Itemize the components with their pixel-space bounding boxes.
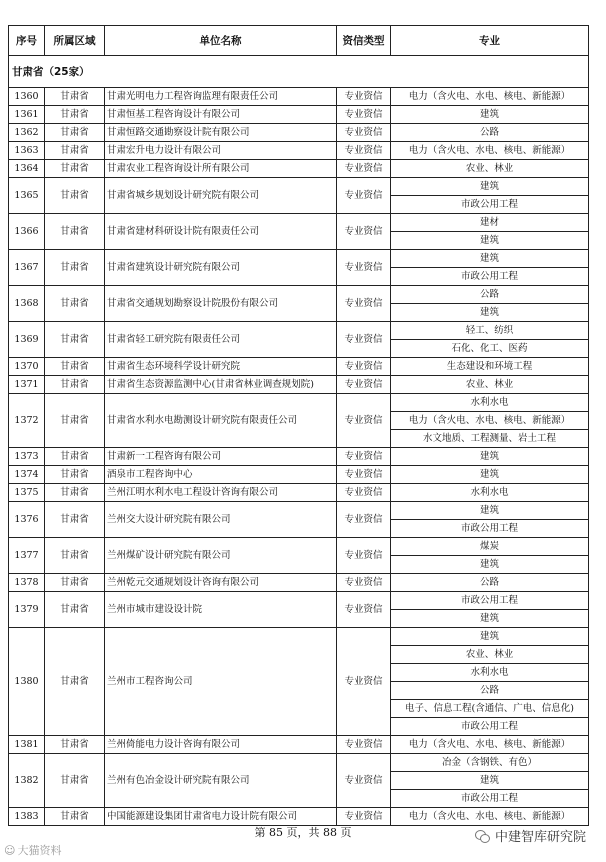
- row-major: 建筑: [391, 628, 589, 646]
- row-region: 甘肃省: [45, 160, 105, 178]
- row-unit: 兰州乾元交通规划设计咨询有限公司: [105, 574, 337, 592]
- table-row: [9, 502, 589, 520]
- row-type: 专业资信: [337, 484, 391, 502]
- row-no: 1361: [9, 106, 45, 124]
- table-row: [9, 808, 589, 826]
- row-unit: 甘肃农业工程咨询设计所有限公司: [105, 160, 337, 178]
- row-unit: 甘肃省城乡规划设计研究院有限公司: [105, 178, 337, 214]
- row-major: 公路: [391, 124, 589, 142]
- row-region: 甘肃省: [45, 754, 105, 808]
- row-no: 1383: [9, 808, 45, 826]
- row-major: 市政公用工程: [391, 196, 589, 214]
- table-row: [9, 628, 589, 646]
- row-type: 专业资信: [337, 250, 391, 286]
- row-major: 建筑: [391, 178, 589, 196]
- table-body: [9, 56, 589, 826]
- row-unit: 兰州市工程咨询公司: [105, 628, 337, 736]
- table-row: [9, 736, 589, 754]
- table-row: [9, 124, 589, 142]
- row-type: 专业资信: [337, 160, 391, 178]
- row-no: 1372: [9, 394, 45, 448]
- row-unit: 兰州煤矿设计研究院有限公司: [105, 538, 337, 574]
- row-major: 市政公用工程: [391, 268, 589, 286]
- table-row: [9, 538, 589, 556]
- row-type: 专业资信: [337, 628, 391, 736]
- wechat-icon: [475, 829, 491, 843]
- row-region: 甘肃省: [45, 466, 105, 484]
- row-major: 市政公用工程: [391, 592, 589, 610]
- row-major: 电力（含火电、水电、核电、新能源）: [391, 412, 589, 430]
- row-type: 专业资信: [337, 214, 391, 250]
- watermark-text: 大猫资料: [17, 844, 62, 857]
- row-no: 1380: [9, 628, 45, 736]
- table-row: [9, 484, 589, 502]
- row-major: 煤炭: [391, 538, 589, 556]
- row-type: 专业资信: [337, 286, 391, 322]
- page-number: 第 85 页，共 88 页: [254, 826, 352, 839]
- row-no: 1363: [9, 142, 45, 160]
- row-major: 冶金（含钢铁、有色）: [391, 754, 589, 772]
- row-no: 1362: [9, 124, 45, 142]
- row-no: 1366: [9, 214, 45, 250]
- row-unit: 甘肃省水利水电勘测设计研究院有限责任公司: [105, 394, 337, 448]
- row-major: 建筑: [391, 304, 589, 322]
- row-type: 专业资信: [337, 394, 391, 448]
- row-region: 甘肃省: [45, 394, 105, 448]
- row-major: 建筑: [391, 502, 589, 520]
- row-type: 专业资信: [337, 124, 391, 142]
- row-unit: 甘肃新一工程咨询有限公司: [105, 448, 337, 466]
- row-major: 电力（含火电、水电、核电、新能源）: [391, 88, 589, 106]
- row-region: 甘肃省: [45, 322, 105, 358]
- row-region: 甘肃省: [45, 250, 105, 286]
- row-no: 1374: [9, 466, 45, 484]
- row-major: 建筑: [391, 250, 589, 268]
- row-major: 电力（含火电、水电、核电、新能源）: [391, 808, 589, 826]
- row-major: 市政公用工程: [391, 718, 589, 736]
- section-title: 甘肃省（25家）: [9, 56, 589, 88]
- row-major: 建筑: [391, 232, 589, 250]
- table-row: [9, 142, 589, 160]
- row-unit: 甘肃恒路交通勘察设计院有限公司: [105, 124, 337, 142]
- row-type: 专业资信: [337, 574, 391, 592]
- row-region: 甘肃省: [45, 502, 105, 538]
- row-major: 建筑: [391, 772, 589, 790]
- row-unit: 兰州交大设计研究院有限公司: [105, 502, 337, 538]
- row-unit: 兰州江明水利水电工程设计咨询有限公司: [105, 484, 337, 502]
- row-region: 甘肃省: [45, 178, 105, 214]
- row-unit: 兰州倚能电力设计咨询有限公司: [105, 736, 337, 754]
- row-region: 甘肃省: [45, 448, 105, 466]
- row-major: 建材: [391, 214, 589, 232]
- row-major: 水利水电: [391, 394, 589, 412]
- row-unit: 甘肃省生态环境科学设计研究院: [105, 358, 337, 376]
- table-row: [9, 214, 589, 232]
- table-row: [9, 358, 589, 376]
- row-major: 电子、信息工程(含通信、广电、信息化): [391, 700, 589, 718]
- row-unit: 中国能源建设集团甘肃省电力设计院有限公司: [105, 808, 337, 826]
- row-major: 轻工、纺织: [391, 322, 589, 340]
- header-major: 专业: [391, 26, 589, 56]
- row-major: 公路: [391, 682, 589, 700]
- row-type: 专业资信: [337, 736, 391, 754]
- row-unit: 甘肃省建筑设计研究院有限公司: [105, 250, 337, 286]
- table-row: [9, 250, 589, 268]
- row-major: 农业、林业: [391, 160, 589, 178]
- row-type: 专业资信: [337, 322, 391, 358]
- row-type: 专业资信: [337, 88, 391, 106]
- row-major: 水利水电: [391, 484, 589, 502]
- row-major: 建筑: [391, 466, 589, 484]
- row-region: 甘肃省: [45, 376, 105, 394]
- row-major: 农业、林业: [391, 646, 589, 664]
- row-unit: 甘肃宏升电力设计有限公司: [105, 142, 337, 160]
- row-unit: 甘肃省交通规划勘察设计院股份有限公司: [105, 286, 337, 322]
- row-region: 甘肃省: [45, 88, 105, 106]
- row-major: 生态建设和环境工程: [391, 358, 589, 376]
- row-major: 水利水电: [391, 664, 589, 682]
- row-no: 1382: [9, 754, 45, 808]
- row-major: 建筑: [391, 610, 589, 628]
- row-major: 建筑: [391, 448, 589, 466]
- row-unit: 甘肃省轻工研究院有限责任公司: [105, 322, 337, 358]
- row-region: 甘肃省: [45, 106, 105, 124]
- row-no: 1379: [9, 592, 45, 628]
- row-type: 专业资信: [337, 376, 391, 394]
- row-major: 公路: [391, 574, 589, 592]
- section-row: [9, 56, 589, 88]
- header-type: 资信类型: [337, 26, 391, 56]
- row-no: 1360: [9, 88, 45, 106]
- row-unit: 甘肃省生态资源监测中心(甘肃省林业调查规划院): [105, 376, 337, 394]
- row-major: 市政公用工程: [391, 790, 589, 808]
- table-row: [9, 376, 589, 394]
- table-row: [9, 178, 589, 196]
- row-major: 公路: [391, 286, 589, 304]
- row-region: 甘肃省: [45, 286, 105, 322]
- table-row: [9, 88, 589, 106]
- row-no: 1378: [9, 574, 45, 592]
- row-region: 甘肃省: [45, 574, 105, 592]
- row-no: 1367: [9, 250, 45, 286]
- watermark: [4, 842, 61, 858]
- brand-mark: [475, 826, 586, 845]
- row-unit: 甘肃光明电力工程咨询监理有限责任公司: [105, 88, 337, 106]
- table-row: [9, 160, 589, 178]
- row-region: 甘肃省: [45, 538, 105, 574]
- row-no: 1369: [9, 322, 45, 358]
- qualification-table: [8, 25, 589, 826]
- row-no: 1365: [9, 178, 45, 214]
- row-type: 专业资信: [337, 448, 391, 466]
- row-region: 甘肃省: [45, 142, 105, 160]
- row-major: 水文地质、工程测量、岩土工程: [391, 430, 589, 448]
- row-type: 专业资信: [337, 466, 391, 484]
- row-region: 甘肃省: [45, 214, 105, 250]
- row-region: 甘肃省: [45, 484, 105, 502]
- table-row: [9, 574, 589, 592]
- table-row: [9, 394, 589, 412]
- table-row: [9, 286, 589, 304]
- row-type: 专业资信: [337, 358, 391, 376]
- row-major: 电力（含火电、水电、核电、新能源）: [391, 142, 589, 160]
- row-type: 专业资信: [337, 178, 391, 214]
- cat-icon: ☺: [4, 843, 16, 857]
- row-no: 1375: [9, 484, 45, 502]
- table-row: [9, 592, 589, 610]
- row-no: 1368: [9, 286, 45, 322]
- row-no: 1364: [9, 160, 45, 178]
- table-row: [9, 754, 589, 772]
- row-type: 专业资信: [337, 808, 391, 826]
- row-major: 电力（含火电、水电、核电、新能源）: [391, 736, 589, 754]
- row-region: 甘肃省: [45, 358, 105, 376]
- row-no: 1381: [9, 736, 45, 754]
- row-type: 专业资信: [337, 592, 391, 628]
- row-major: 建筑: [391, 106, 589, 124]
- brand-name: 中建智库研究院: [494, 830, 586, 845]
- row-region: 甘肃省: [45, 124, 105, 142]
- row-unit: 兰州市城市建设设计院: [105, 592, 337, 628]
- row-no: 1370: [9, 358, 45, 376]
- row-no: 1377: [9, 538, 45, 574]
- row-region: 甘肃省: [45, 592, 105, 628]
- header-region: 所属区域: [45, 26, 105, 56]
- row-type: 专业资信: [337, 502, 391, 538]
- table-row: [9, 106, 589, 124]
- row-unit: 酒泉市工程咨询中心: [105, 466, 337, 484]
- row-major: 建筑: [391, 556, 589, 574]
- header-unit: 单位名称: [105, 26, 337, 56]
- row-type: 专业资信: [337, 106, 391, 124]
- row-region: 甘肃省: [45, 808, 105, 826]
- row-no: 1376: [9, 502, 45, 538]
- row-major: 市政公用工程: [391, 520, 589, 538]
- row-unit: 甘肃恒基工程咨询设计有限公司: [105, 106, 337, 124]
- row-major: 石化、化工、医药: [391, 340, 589, 358]
- row-no: 1373: [9, 448, 45, 466]
- row-unit: 甘肃省建材科研设计院有限责任公司: [105, 214, 337, 250]
- header-no: 序号: [9, 26, 45, 56]
- table-row: [9, 322, 589, 340]
- row-type: 专业资信: [337, 538, 391, 574]
- table-row: [9, 466, 589, 484]
- row-type: 专业资信: [337, 142, 391, 160]
- row-type: 专业资信: [337, 754, 391, 808]
- row-region: 甘肃省: [45, 628, 105, 736]
- row-region: 甘肃省: [45, 736, 105, 754]
- row-unit: 兰州有色冶金设计研究院有限公司: [105, 754, 337, 808]
- row-major: 农业、林业: [391, 376, 589, 394]
- table-header-row: [9, 26, 589, 56]
- table-row: [9, 448, 589, 466]
- row-no: 1371: [9, 376, 45, 394]
